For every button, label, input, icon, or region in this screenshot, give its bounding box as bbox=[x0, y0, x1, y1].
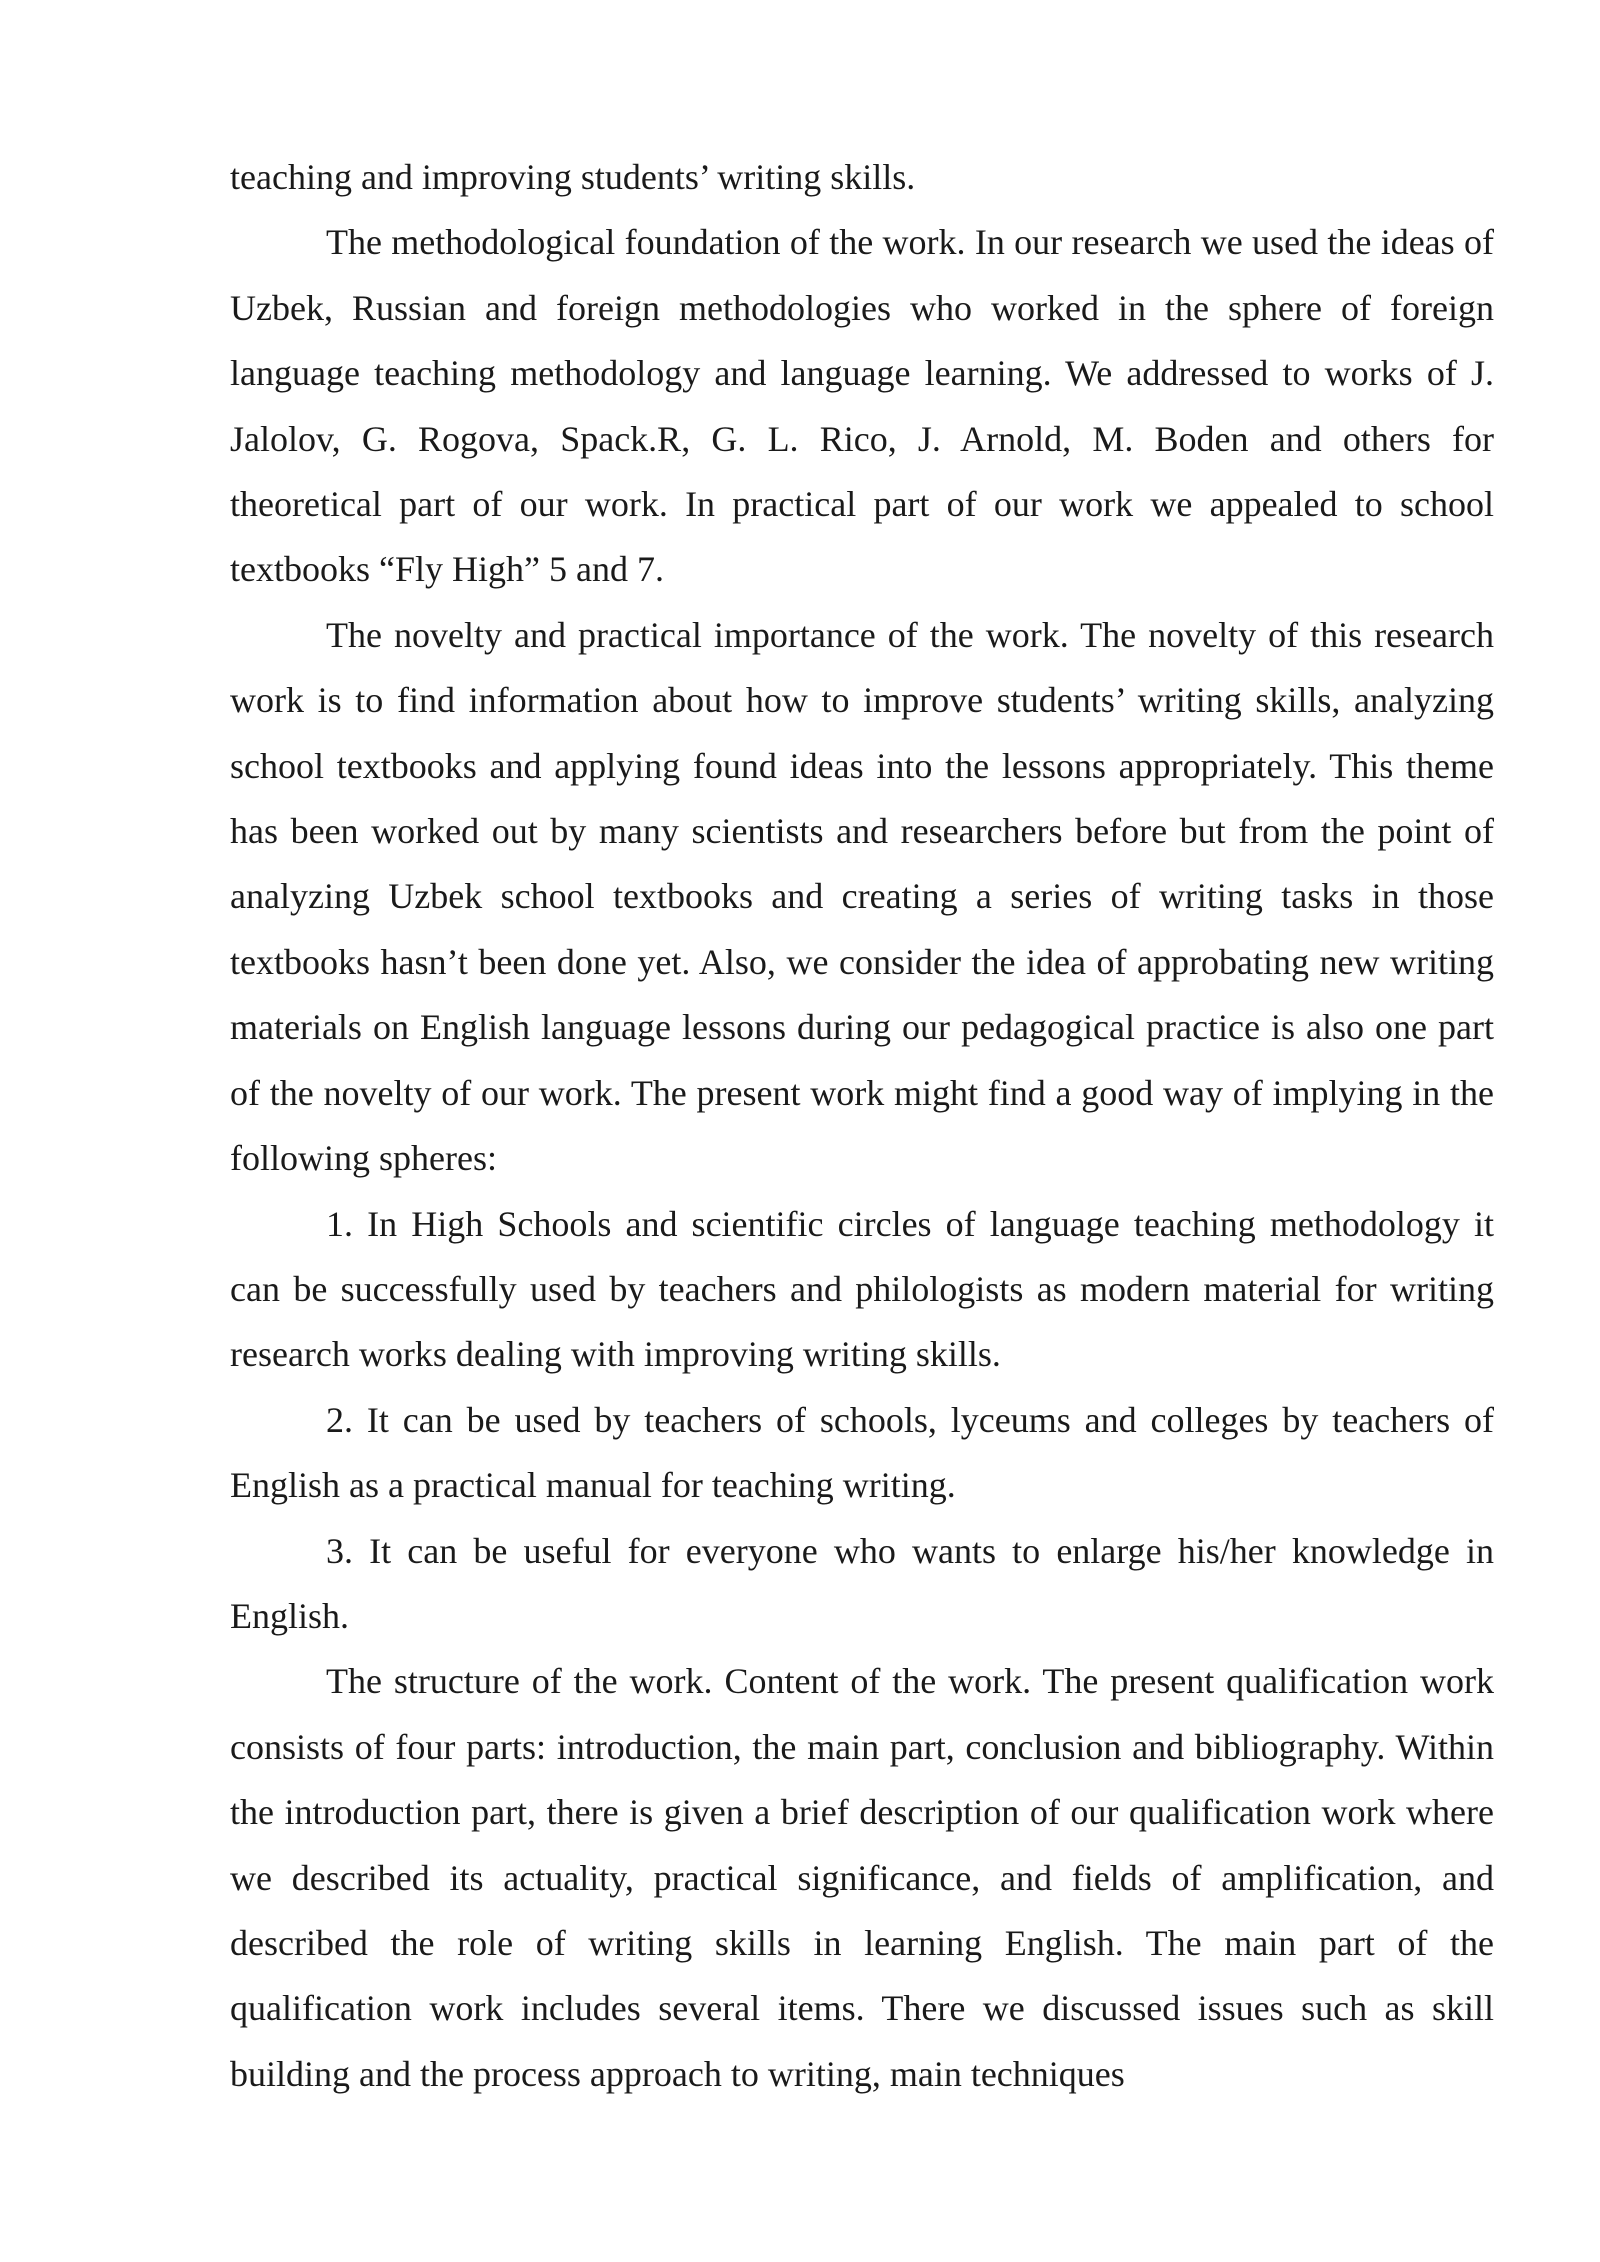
paragraph-novelty: The novelty and practical importance of the work. The novelty of this research work is to find information about how to improve students’ writing skills, analyzing school textbooks and applying found ideas into the lessons appropriately. This theme has been worked out by many scientists and researchers before but from the point of analyzing Uzbek school textbooks and creating a series of writing tasks in those textbooks hasn’t been done yet. Also, we consider the idea of approbating new writing materials on English language lessons during our pedagogical practice is also one part of the novelty of our work. The present work might find a good way of implying in the following spheres: bbox=[230, 614, 1494, 1179]
paragraph-continuation: teaching and improving students’ writing skills. bbox=[230, 157, 916, 197]
document-page bbox=[230, 145, 1494, 2107]
list-item-1: 1. In High Schools and scientific circles of language teaching methodology it can be successfully used by teachers and philologists as modern material for writing research works dealing with improving writing skills. bbox=[230, 1203, 1494, 1375]
list-item-2: 2. It can be used by teachers of schools, lyceums and colleges by teachers of English as a practical manual for teaching writing. bbox=[230, 1399, 1494, 1506]
list-item-3: 3. It can be useful for everyone who wants to enlarge his/her knowledge in English. bbox=[230, 1530, 1494, 1636]
paragraph-methodological-foundation: The methodological foundation of the work. In our research we used the ideas of Uzbek, Russian and foreign methodologies who worked in the sphere of foreign language teaching methodology and language learning. We addressed to works of J. Jalolov, G. Rogova, Spack.R, G. L. Rico, J. Arnold, M. Boden and others for theoretical part of our work. In practical part of our work we appealed to school textbooks “Fly High” 5 and 7. bbox=[230, 222, 1494, 590]
paragraph-structure: The structure of the work. Content of the work. The present qualification work consists of four parts: introduction, the main part, conclusion and bibliography. Within the introduction part, there is given a brief description of our qualification work where we described its actuality, practical significance, and fields of amplification, and described the role of writing skills in learning English. The main part of the qualification work includes several items. There we discussed issues such as skill building and the process approach to writing, main techniques bbox=[230, 1661, 1494, 2094]
